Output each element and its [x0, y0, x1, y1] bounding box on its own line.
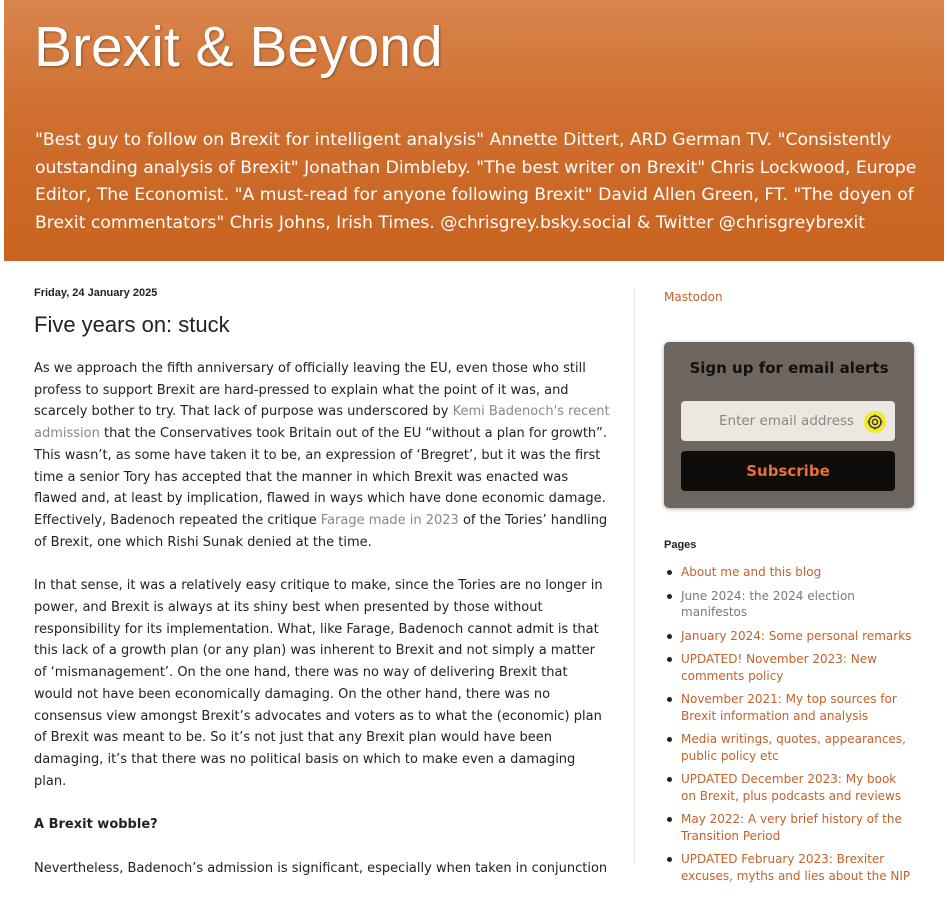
page-link-book[interactable]: UPDATED December 2023: My book on Brexit, plus podcasts and reviews: [681, 772, 902, 803]
badenoch-admission-link[interactable]: Kemi Badenoch's recent admission: [34, 404, 610, 442]
pages-list: [664, 564, 914, 891]
list-item: [664, 731, 914, 764]
paragraph-1-text-a: As we approach the fifth anniversary of officially leaving the EU, even those who still profess to support Brexit are hard-pressed to explain what the point of it was, and scarcely bother to try. That lack of purpose was underscored by: [34, 361, 586, 420]
list-item: [664, 588, 914, 621]
page-link-personal-remarks[interactable]: January 2024: Some personal remarks: [681, 628, 912, 643]
subscribe-button[interactable]: Subscribe: [681, 451, 895, 491]
list-item: [664, 691, 914, 724]
sidebar: [663, 290, 915, 883]
list-item: [664, 771, 914, 804]
post-body: [34, 358, 610, 880]
email-input[interactable]: [681, 401, 895, 441]
list-item: [664, 811, 914, 844]
list-item: [664, 651, 914, 684]
list-item: [664, 851, 914, 884]
page-link-brexiter-excuses[interactable]: UPDATED February 2023: Brexiter excuses, myths and lies about the NIP: [681, 852, 911, 883]
post-date: Friday, 24 January 2025: [34, 287, 158, 299]
email-signup-heading: Sign up for email alerts: [689, 359, 889, 377]
page-link-manifestos[interactable]: June 2024: the 2024 election manifestos: [681, 588, 855, 619]
pages-heading: Pages: [664, 539, 697, 551]
paragraph-1: [34, 358, 610, 553]
post-subheading: A Brexit wobble?: [34, 817, 158, 833]
farage-2023-link[interactable]: Farage made in 2023: [320, 512, 459, 528]
mastodon-link[interactable]: Mastodon: [664, 290, 723, 304]
blog-title[interactable]: Brexit & Beyond: [34, 15, 443, 79]
main-column: [34, 287, 610, 902]
page-link-about[interactable]: About me and this blog: [681, 565, 822, 579]
blog-description: "Best guy to follow on Brexit for intelligent analysis" Annette Dittert, ARD German TV. "Consistently outstanding analysis of Brexit" Jonathan Dimbleby. "The best writer on Brexit" Chris Lockwood, Europe Editor, The Economist. "A must-read for anyone following Brexit" David Allen Green, FT. "The doyen of Brexit commentators" Chris Johns, Irish Times. @chrisgrey.bsky.social & Twitter @chrisgreybrexit: [35, 130, 917, 233]
page-link-comments-policy[interactable]: UPDATED! November 2023: New comments policy: [681, 652, 877, 683]
paragraph-1-text-c: of the Tories’ handling of Brexit, one which Rishi Sunak denied at the time.: [34, 512, 608, 550]
blog-header: [4, 0, 944, 261]
email-signup-widget: [664, 342, 914, 508]
post-title[interactable]: Five years on: stuck: [34, 312, 230, 337]
list-item: [664, 564, 914, 581]
page-link-transition-period[interactable]: May 2022: A very brief history of the Transition Period: [681, 812, 902, 843]
page-link-top-sources[interactable]: November 2021: My top sources for Brexit information and analysis: [681, 692, 897, 723]
paragraph-1-text-b: that the Conservatives took Britain out of the EU “without a plan for growth”. This wasn’t, as some have taken it to be, an expression of ‘Bregret’, but it was the first time a senior Tory has accepted that the manner in which Brexit was enacted was flawed and, at least by implication, flawed in ways which have done economic damage. Effectively, Badenoch repeated the critique: [34, 426, 608, 528]
list-item: [664, 628, 914, 645]
page-link-media-writings[interactable]: Media writings, quotes, appearances, public policy etc: [681, 732, 906, 763]
paragraph-2: In that sense, it was a relatively easy critique to make, since the Tories are no longer in power, and Brexit is always at its shiny best when presented by those without responsibility for its implementation. What, like Farage, Badenoch cannot admit is that this lack of a growth plan (or any plan) was inherent to Brexit and not simply a matter of ‘mismanagement’. On the one hand, there was no way of delivering Brexit that would not have been economically damaging. On the other hand, there was no consensus view amongst Brexit’s advocates and voters as to what the (economic) plan of Brexit was meant to be. So it’s not just that any Brexit plan would have been damaging, it’s that there was no political basis on which to make even a damaging plan.: [34, 578, 603, 789]
paragraph-3: Nevertheless, Badenoch’s admission is significant, especially when taken in conjunction: [34, 861, 608, 877]
target-icon[interactable]: [864, 411, 886, 433]
column-divider: [634, 288, 635, 863]
